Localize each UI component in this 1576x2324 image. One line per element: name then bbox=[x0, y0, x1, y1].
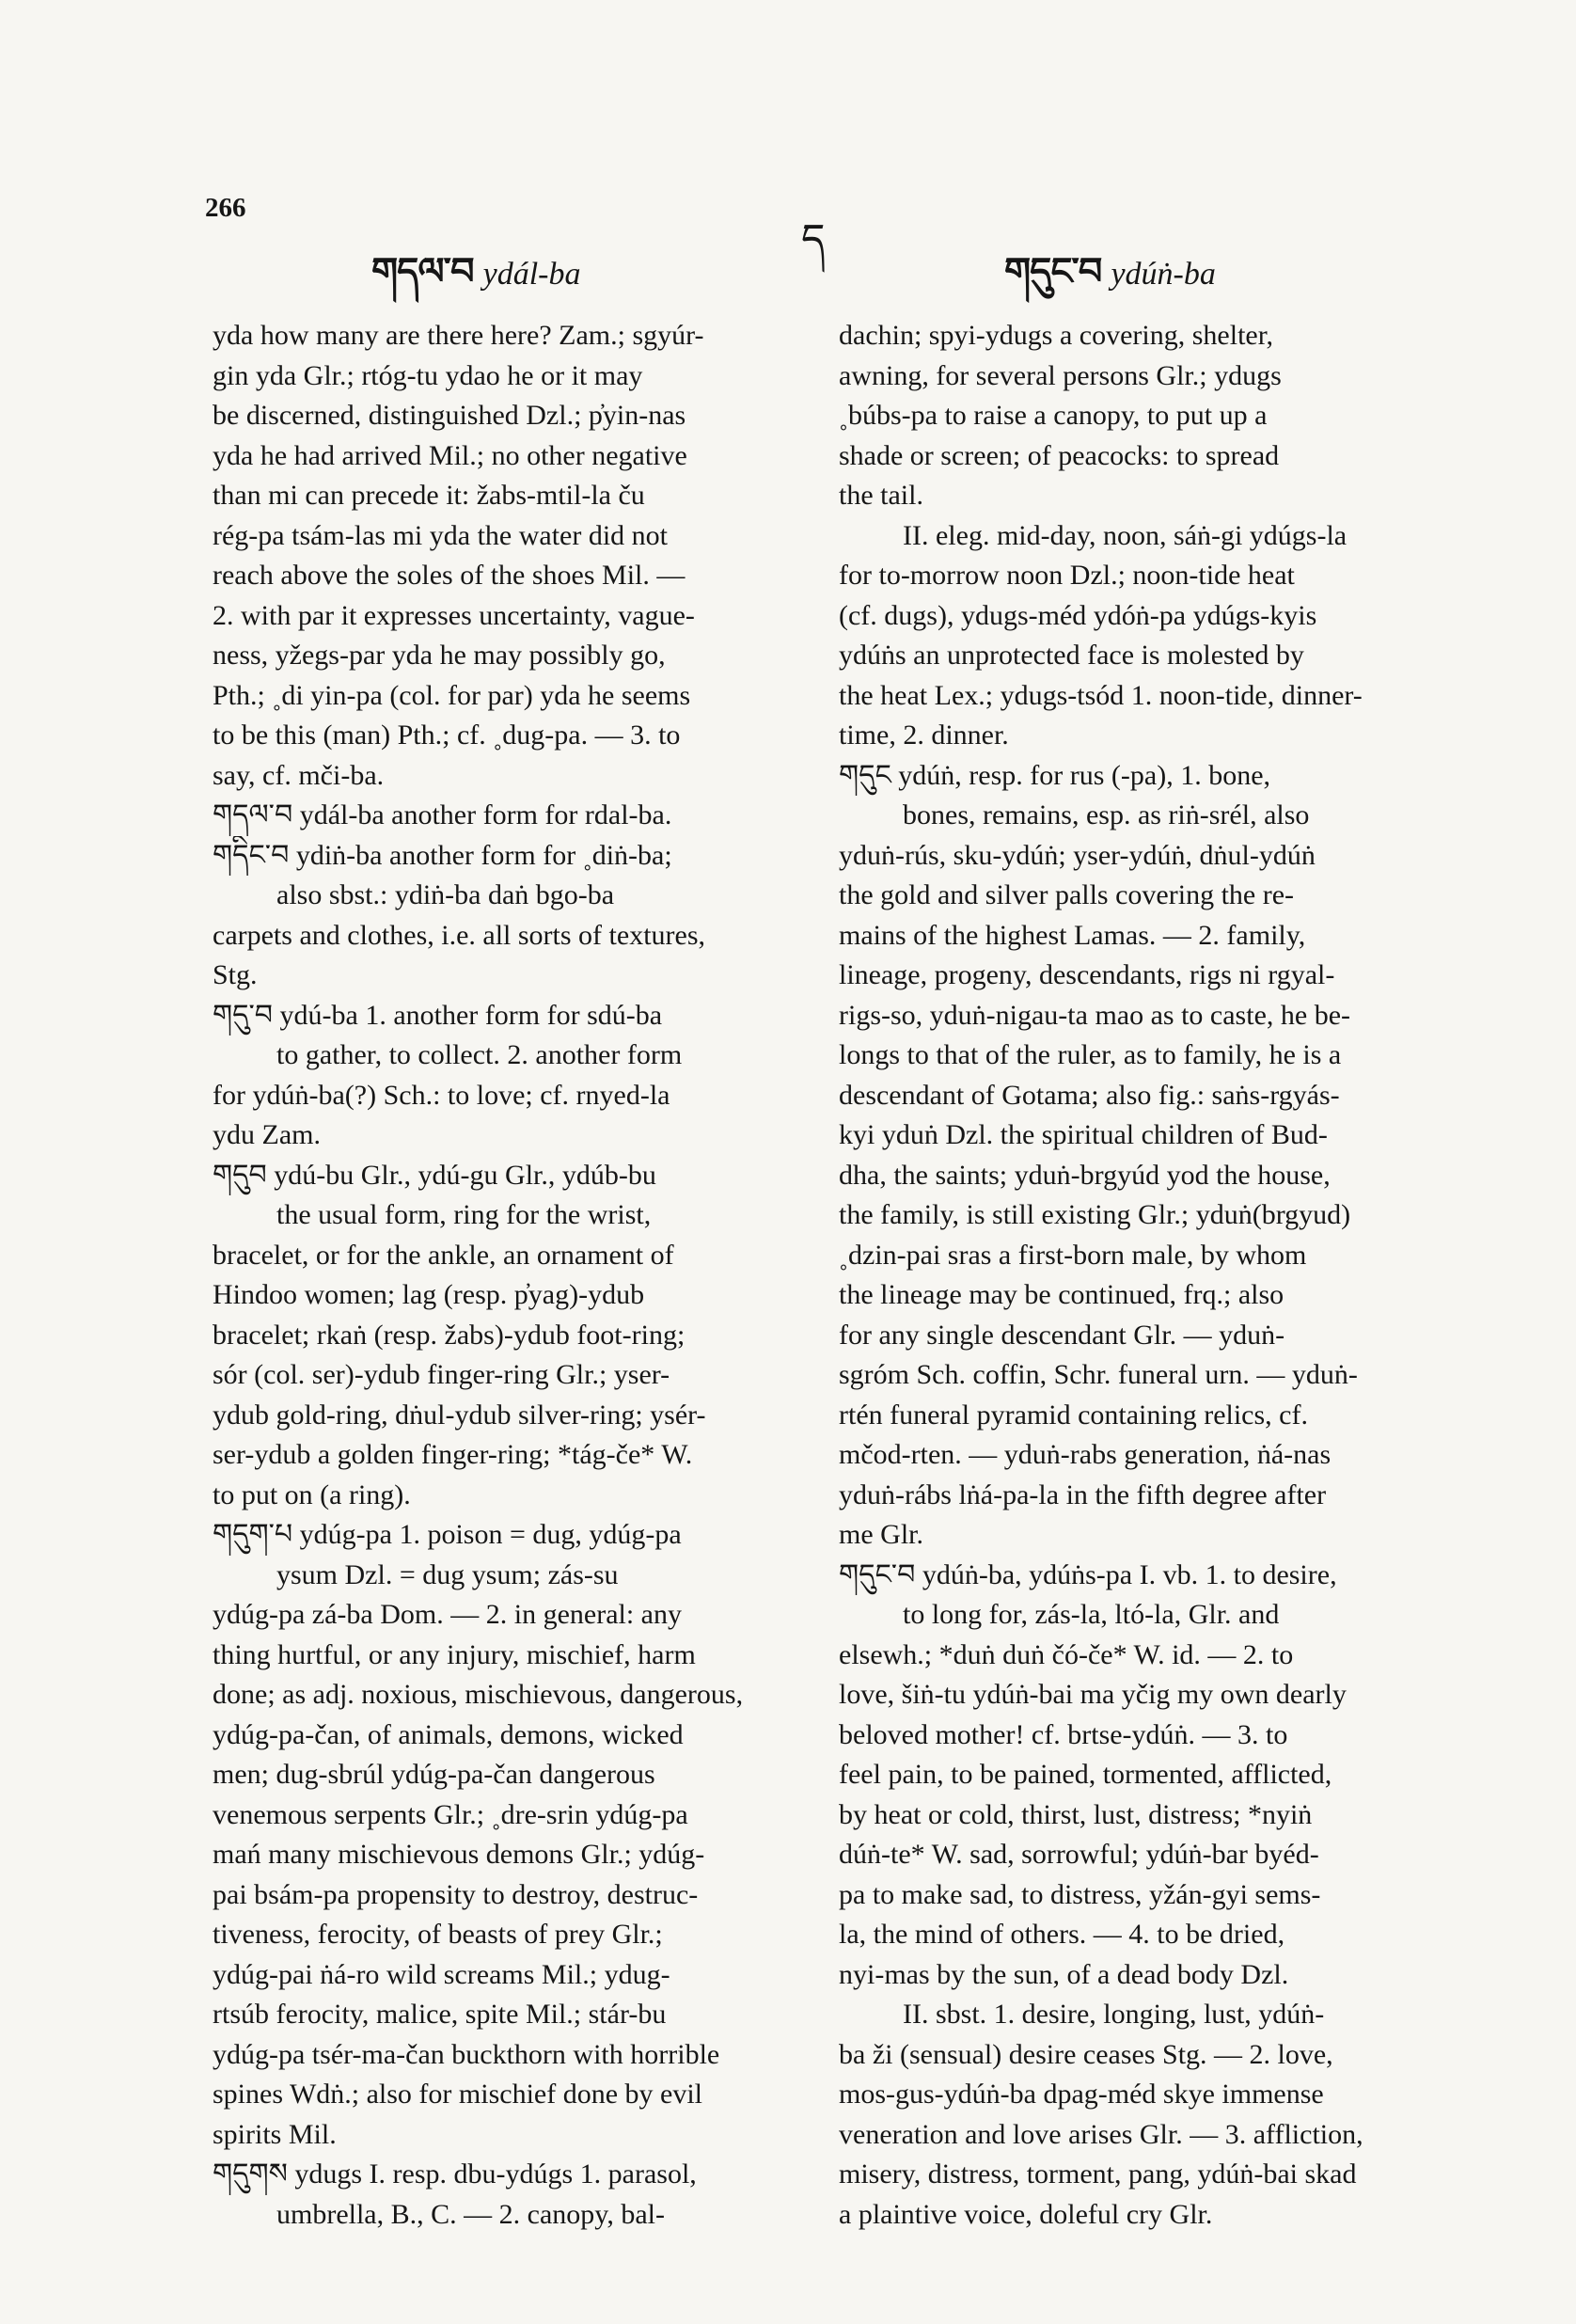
left-column-line: ydub gold-ring, dṅul-ydub silver-ring; ysér- bbox=[213, 1399, 706, 1431]
left-column-line: also sbst.: ydiṅ-ba daṅ bgo-ba bbox=[276, 879, 615, 910]
right-column-line: rtén funeral pyramid containing relics, cf. bbox=[839, 1399, 1308, 1431]
right-column-line: lineage, progeny, descendants, rigs ni rgyal- bbox=[839, 959, 1335, 990]
right-column-line: nyi-mas by the sun, of a dead body Dzl. bbox=[839, 1958, 1289, 1990]
right-running-head-tibetan: གདུང་བ bbox=[1004, 250, 1102, 293]
right-running-head-word: ydúṅ-ba bbox=[1111, 257, 1216, 292]
left-column-line: yda how many are there here? Zam.; sgyúr- bbox=[213, 320, 704, 351]
right-column-line: pa to make sad, to distress, yžán-gyi sems- bbox=[839, 1878, 1321, 1910]
right-column-line: གདུང ydúṅ, resp. for rus (-pa), 1. bone, bbox=[839, 759, 1271, 791]
right-column-line: for to-morrow noon Dzl.; noon-tide heat bbox=[839, 560, 1295, 591]
left-column-line: mań many mischievous demons Glr.; ydúg- bbox=[213, 1839, 705, 1870]
right-column-line: the tail. bbox=[839, 480, 923, 511]
left-column-line: spirits Mil. bbox=[213, 2118, 337, 2150]
right-column-line: yduṅ-rábs lṅá-pa-la in the fifth degree after bbox=[839, 1478, 1327, 1510]
left-column-line: 2. with par it expresses uncertainty, vague- bbox=[213, 599, 695, 631]
right-column-line: ˳búbs-pa to raise a canopy, to put up a bbox=[839, 400, 1268, 431]
left-column-line: thing hurtful, or any injury, mischief, harm bbox=[213, 1638, 696, 1670]
right-column bbox=[839, 316, 1450, 2235]
left-column-line: umbrella, B., C. — 2. canopy, bal- bbox=[276, 2198, 665, 2230]
right-column-line: dha, the saints; yduṅ-brgyúd yod the house, bbox=[839, 1159, 1331, 1191]
left-column-line: ser-ydub a golden finger-ring; *tág-če* W. bbox=[213, 1439, 693, 1470]
left-column-line: reach above the soles of the shoes Mil. — bbox=[213, 560, 686, 591]
right-column-line: feel pain, to be pained, tormented, afflicted, bbox=[839, 1759, 1332, 1790]
right-column-line: bones, remains, esp. as riṅ-srél, also bbox=[903, 799, 1310, 830]
right-column-line: yduṅ-rús, sku-ydúṅ; yser-ydúṅ, dṅul-ydúṅ bbox=[839, 839, 1316, 871]
left-column-line: Hindoo women; lag (resp. p̓yag)-ydub bbox=[213, 1279, 645, 1310]
right-column-line: sgróm Sch. coffin, Schr. funeral urn. — yduṅ- bbox=[839, 1359, 1358, 1390]
right-column-line: dachin; spyi-ydugs a covering, shelter, bbox=[839, 320, 1274, 351]
right-column-line: mos-gus-ydúṅ-ba dpag-méd skye immense bbox=[839, 2079, 1324, 2110]
left-column-line: be discerned, distinguished Dzl.; p̓yin-nas bbox=[213, 400, 686, 431]
right-column-line: the lineage may be continued, frq.; also bbox=[839, 1279, 1284, 1310]
section-letter-mark: ད bbox=[801, 215, 826, 263]
right-column-line: awning, for several persons Glr.; ydugs bbox=[839, 359, 1282, 391]
left-column-line: to be this (man) Pth.; cf. ˳dug-pa. — 3. to bbox=[213, 719, 681, 751]
left-column-line: གདུག་པ ydúg-pa 1. poison = dug, ydúg-pa bbox=[213, 1519, 682, 1550]
left-column-line: pai bsám-pa propensity to destroy, destruc- bbox=[213, 1878, 699, 1910]
right-column-line: གདུང་བ ydúṅ-ba, ydúṅs-pa I. vb. 1. to desire, bbox=[839, 1558, 1337, 1590]
left-column-line: གདིང་བ ydiṅ-ba another form for ˳diṅ-ba; bbox=[213, 839, 672, 871]
left-column-line: to gather, to collect. 2. another form bbox=[276, 1039, 683, 1070]
right-column-line: love, šiṅ-tu ydúṅ-bai ma yčig my own dearly bbox=[839, 1679, 1347, 1710]
right-column-line: the family, is still existing Glr.; yduṅ(brgyud) bbox=[839, 1199, 1351, 1230]
right-column-line: a plaintive voice, doleful cry Glr. bbox=[839, 2198, 1213, 2230]
right-column-line: dúṅ-te* W. sad, sorrowful; ydúṅ-bar byéd- bbox=[839, 1839, 1319, 1870]
right-column-line: la, the mind of others. — 4. to be dried, bbox=[839, 1919, 1285, 1950]
right-column-line: rigs-so, yduṅ-nigau-ta mao as to caste, he be- bbox=[839, 999, 1350, 1031]
left-column-line: for ydúṅ-ba(?) Sch.: to love; cf. rnyed-la bbox=[213, 1079, 670, 1111]
right-column-line: descendant of Gotama; also fig.: saṅs-rgyás- bbox=[839, 1079, 1340, 1111]
right-column-line: II. sbst. 1. desire, longing, lust, ydúṅ- bbox=[903, 1999, 1325, 2030]
right-column-line: ydúṅs an unprotected face is molested by bbox=[839, 640, 1304, 671]
left-column-line: གདུབ ydú-bu Glr., ydú-gu Glr., ydúb-bu bbox=[213, 1159, 656, 1191]
right-column-line: kyi yduṅ Dzl. the spiritual children of Bud- bbox=[839, 1119, 1328, 1150]
right-column-line: elsewh.; *duṅ duṅ čó-če* W. id. — 2. to bbox=[839, 1638, 1294, 1670]
left-column-line: to put on (a ring). bbox=[213, 1478, 411, 1510]
left-column-line: Pth.; ˳di yin-pa (col. for par) yda he seems bbox=[213, 679, 691, 711]
left-column-line: spines Wdṅ.; also for mischief done by evil bbox=[213, 2079, 703, 2110]
right-column-line: veneration and love arises Glr. — 3. affliction, bbox=[839, 2118, 1363, 2150]
left-running-head-word: ydál-ba bbox=[482, 257, 581, 292]
left-column-line: ness, yžegs-par yda he may possibly go, bbox=[213, 640, 666, 671]
left-column-line: rtsúb ferocity, malice, spite Mil.; stár-bu bbox=[213, 1999, 667, 2030]
left-column-line: ydúg-pa zá-ba Dom. — 2. in general: any bbox=[213, 1599, 682, 1630]
right-column-line: mčod-rten. — yduṅ-rabs generation, ṅá-nas bbox=[839, 1439, 1332, 1470]
left-column-line: done; as adj. noxious, mischievous, dangerous, bbox=[213, 1679, 744, 1710]
right-column-line: by heat or cold, thirst, lust, distress; *nyiṅ bbox=[839, 1798, 1313, 1830]
left-column-line: bracelet; rkaṅ (resp. žabs)-ydub foot-ring; bbox=[213, 1319, 686, 1351]
left-column-line: gin yda Glr.; rtóg-tu ydao he or it may bbox=[213, 359, 643, 391]
left-column-line: than mi can precede it: žabs-mtil-la ču bbox=[213, 480, 645, 511]
left-column bbox=[213, 316, 808, 2235]
right-column-line: the heat Lex.; ydugs-tsód 1. noon-tide, dinner- bbox=[839, 679, 1363, 711]
left-column-line: men; dug-sbrúl ydúg-pa-čan dangerous bbox=[213, 1759, 655, 1790]
left-column-line: the usual form, ring for the wrist, bbox=[276, 1199, 652, 1230]
right-column-line: II. eleg. mid-day, noon, sáṅ-gi ydúgs-la bbox=[903, 519, 1347, 551]
page-number: 266 bbox=[205, 193, 246, 223]
left-column-line: གདུགས ydugs I. resp. dbu-ydúgs 1. parasol, bbox=[213, 2158, 697, 2190]
right-column-line: beloved mother! cf. brtse-ydúṅ. — 3. to bbox=[839, 1718, 1288, 1750]
right-column-line: for any single descendant Glr. — yduṅ- bbox=[839, 1319, 1285, 1351]
right-column-line: shade or screen; of peacocks: to spread bbox=[839, 439, 1280, 471]
right-column-line: the gold and silver palls covering the re- bbox=[839, 879, 1295, 910]
left-column-line: ydúg-pa-čan, of animals, demons, wicked bbox=[213, 1718, 684, 1750]
left-column-line: venemous serpents Glr.; ˳dre-srin ydúg-pa bbox=[213, 1798, 688, 1830]
left-column-line: Stg. bbox=[213, 959, 258, 990]
right-column-line: misery, distress, torment, pang, ydúṅ-bai skad bbox=[839, 2158, 1357, 2190]
left-column-line: say, cf. mči-ba. bbox=[213, 759, 385, 791]
right-column-line: mains of the highest Lamas. — 2. family, bbox=[839, 919, 1306, 951]
right-column-line: time, 2. dinner. bbox=[839, 719, 1009, 751]
left-column-line: sór (col. ser)-ydub finger-ring Glr.; yser- bbox=[213, 1359, 670, 1390]
right-column-line: (cf. dugs), ydugs-méd ydóṅ-pa ydúgs-kyis bbox=[839, 599, 1317, 631]
left-running-head-tibetan: གདལ་བ bbox=[371, 250, 474, 293]
left-column-line: rég-pa tsám-las mi yda the water did not bbox=[213, 519, 669, 551]
left-column-line: bracelet, or for the ankle, an ornament of bbox=[213, 1239, 674, 1271]
left-column-line: tiveness, ferocity, of beasts of prey Glr.; bbox=[213, 1919, 663, 1950]
left-column-line: yda he had arrived Mil.; no other negative bbox=[213, 439, 687, 471]
left-column-line: ysum Dzl. = dug ysum; zás-su bbox=[276, 1558, 619, 1590]
right-column-line: longs to that of the ruler, as to family, he is a bbox=[839, 1039, 1342, 1070]
left-column-line: གདལ་བ ydál-ba another form for rdal-ba. bbox=[213, 799, 672, 830]
left-column-line: carpets and clothes, i.e. all sorts of textures, bbox=[213, 919, 706, 951]
left-column-line: གདུ་བ ydú-ba 1. another form for sdú-ba bbox=[213, 999, 663, 1031]
left-column-line: ydu Zam. bbox=[213, 1119, 321, 1150]
left-column-line: ydúg-pai ṅá-ro wild screams Mil.; ydug- bbox=[213, 1958, 670, 1990]
left-column-line: ydúg-pa tsér-ma-čan buckthorn with horrible bbox=[213, 2038, 720, 2070]
right-column-line: me Glr. bbox=[839, 1519, 923, 1550]
right-column-line: ˳dzin-pai sras a first-born male, by whom bbox=[839, 1239, 1307, 1271]
right-column-line: to long for, zás-la, ltó-la, Glr. and bbox=[903, 1599, 1280, 1630]
right-column-line: ba ži (sensual) desire ceases Stg. — 2. love, bbox=[839, 2038, 1333, 2070]
